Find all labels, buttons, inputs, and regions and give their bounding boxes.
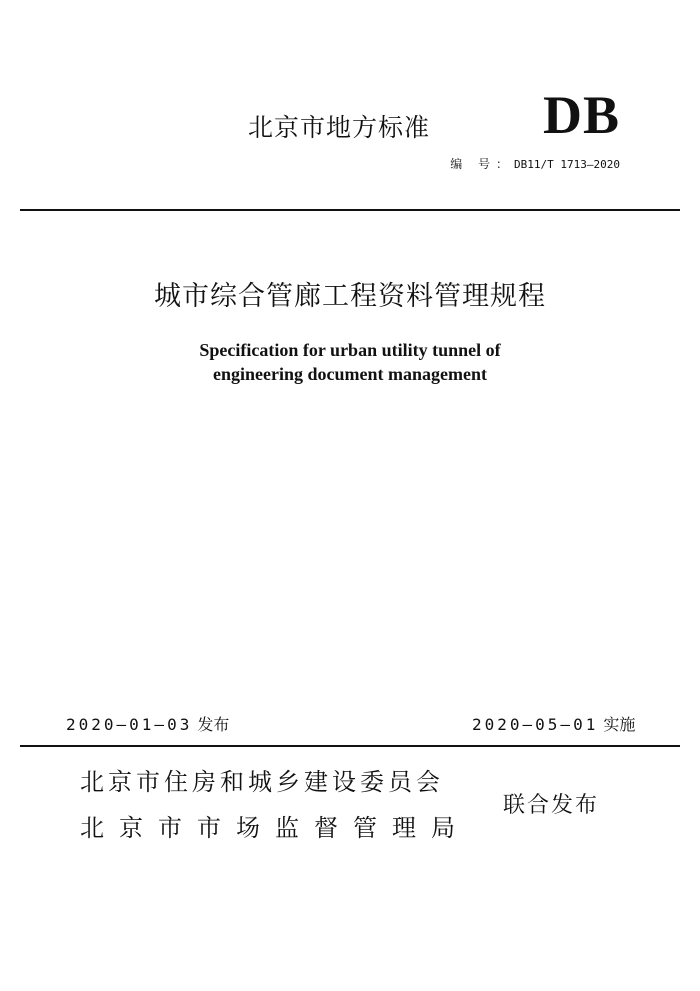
standard-number [450, 155, 620, 172]
joint-issue-label: 联合发布 [503, 793, 600, 818]
english-title-line1: Specification for urban utility tunnel of [199, 340, 501, 360]
standard-number-label: 编 号： [450, 157, 515, 171]
top-divider [20, 209, 680, 211]
implement-date-value: 2020—05—01 [472, 715, 599, 734]
issuer-market-regulation: 北京市市场监督管理局 [80, 814, 470, 842]
bottom-divider [20, 745, 680, 747]
english-title [0, 338, 700, 386]
implement-label: 实施 [603, 715, 636, 734]
issuer-housing-commission: 北京市住房和城乡建设委员会 [80, 768, 444, 796]
issue-date [66, 712, 229, 735]
issue-date-value: 2020—01—03 [66, 715, 193, 734]
standard-type: 北京市地方标准 [248, 113, 431, 142]
implement-date [472, 712, 635, 735]
english-title-line2: engineering document management [213, 364, 487, 384]
chinese-title: 城市综合管廊工程资料管理规程 [154, 281, 546, 312]
issue-label: 发布 [197, 715, 230, 734]
standard-number-value: DB11/T 1713—2020 [514, 158, 620, 171]
db-logo: DB [543, 85, 621, 145]
